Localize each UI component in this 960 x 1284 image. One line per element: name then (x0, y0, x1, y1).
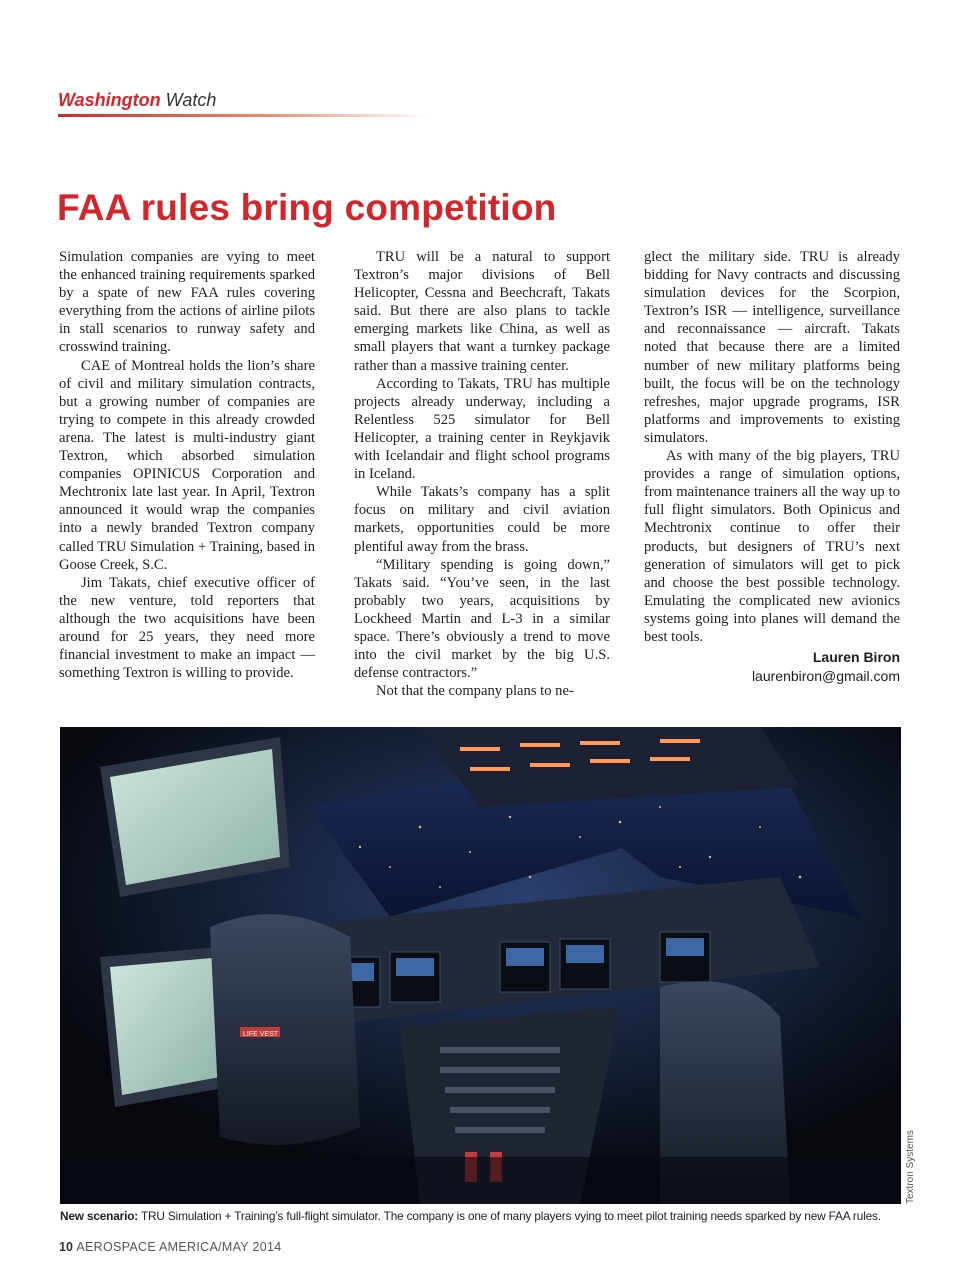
paragraph: According to Takats, TRU has multiple projects already underway, including a Relentless 525 simulator for Bell Helicopter, a training center in Reykjavik with Icelandair and flight school programs in Iceland. (354, 375, 610, 483)
article-column-1 (59, 248, 315, 682)
page-footer (59, 1240, 282, 1254)
caption-lead: New scenario: (60, 1209, 139, 1223)
page-number: 10 (59, 1240, 73, 1254)
cockpit-illustration (60, 727, 901, 1204)
publication-info: AEROSPACE AMERICA/MAY 2014 (76, 1240, 282, 1254)
paragraph: Simulation companies are vying to meet the enhanced training requirements sparked by a spate of new FAA rules covering everything from the actions of airline pilots in stall scenarios to runway safety and crosswind training. (59, 249, 315, 356)
photo-credit: Textron Systems (905, 1130, 916, 1204)
section-name-rest: Watch (165, 90, 217, 110)
paragraph: TRU will be a natural to support Textron’s major divisions of Bell Helicopter, Cessna and Beechcraft, Takats said. But there are also plans to tackle emerging markets like China, as well as small players that want a turnkey package rather than a massive training center. (354, 249, 610, 374)
headline: FAA rules bring competition (57, 187, 557, 228)
byline (644, 648, 900, 686)
paragraph: As with many of the big players, TRU provides a range of simulation options, from maintenance trainers all the way up to full flight simulators. Both Opinicus and Mechtronix continue to offer their products, but designers of TRU’s next generation of simulators will get to pick and choose the best possible technology. Emulating the complicated new avionics systems going into planes will demand the best tools. (644, 448, 900, 645)
section-header (58, 89, 216, 111)
photo-caption (60, 1208, 920, 1224)
author-email[interactable]: laurenbiron@gmail.com (751, 668, 900, 685)
article-column-2 (354, 248, 610, 700)
caption-text: TRU Simulation + Training’s full-flight simulator. The company is one of many players vying to meet pilot training needs sparked by new FAA rules. (138, 1209, 881, 1223)
life-vest-placard: LIFE VEST (243, 1031, 279, 1038)
paragraph: “Military spending is going down,” Takats said. “You’ve seen, in the last probably two years, acquisitions by Lockheed Martin and L-3 in a similar space. There’s obviously a trend to move into the civil market by the big U.S. defense contractors.” (354, 556, 610, 682)
paragraph: glect the military side. TRU is already bidding for Navy contracts and discussing simulation devices for the Scorpion, Textron’s ISR — intelligence, surveillance and reconnaissance — aircraft. Takats noted that because there are a limited number of new military platforms being built, the focus will be on the technology refreshes, major upgrade programs, ISR platforms and improvements to existing simulators. (644, 249, 900, 446)
paragraph: Not that the company plans to ne- (376, 683, 574, 700)
section-name-bold: Washington (58, 90, 161, 110)
cockpit-photo (60, 727, 901, 1204)
section-rule (58, 114, 428, 117)
paragraph: Jim Takats, chief executive officer of the new venture, told reporters that although the two acquisitions have been around for 25 years, they need more financial investment to make an impact — something Textron is willing to provide. (59, 574, 315, 682)
paragraph: While Takats’s company has a split focus on military and civil aviation markets, opportunities could be more plentiful away from the brass. (354, 484, 610, 555)
author-name: Lauren Biron (812, 649, 900, 666)
paragraph: CAE of Montreal holds the lion’s share of civil and military simulation contracts, but a growing number of companies are trying to compete in this already crowded arena. The latest is multi-industry giant Textron, which absorbed simulation companies OPINICUS Corporation and Mechtronix late last year. In April, Textron announced it would wrap the companies into a newly branded Textron company called TRU Simulation + Training, based in Goose Creek, S.C. (59, 357, 315, 573)
article-column-3 (644, 248, 900, 686)
